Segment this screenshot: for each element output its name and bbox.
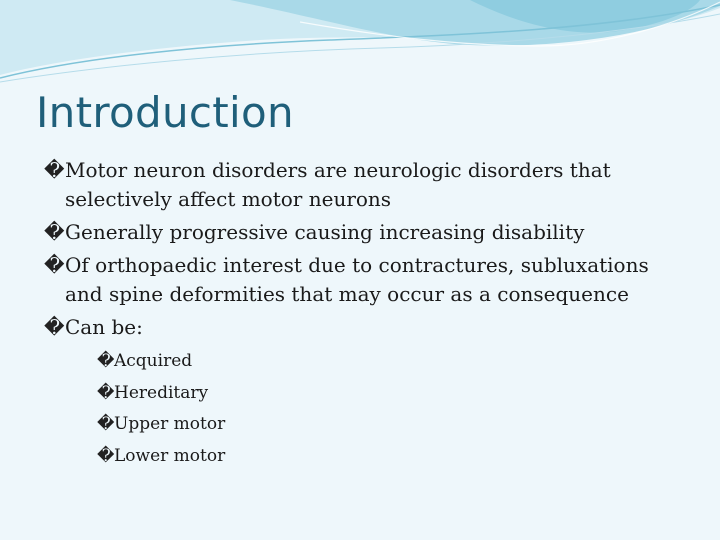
bullet-item	[44, 218, 684, 247]
bullet-text: Can be:	[65, 315, 143, 339]
sub-bullet-item	[97, 441, 684, 473]
bullet-marker-icon: �	[44, 315, 65, 339]
sub-bullet-item	[97, 378, 684, 410]
bullet-item	[44, 156, 684, 214]
sub-bullet-marker-icon: �	[97, 351, 115, 371]
sub-bullet-item	[97, 409, 684, 441]
bullet-text: Of orthopaedic interest due to contractures, subluxations and spine deformities that may occur as a consequence	[65, 253, 649, 306]
bullet-text: Motor neuron disorders are neurologic disorders that selectively affect motor neurons	[65, 158, 611, 211]
sub-bullet-marker-icon: �	[97, 382, 115, 403]
sub-bullet-item	[97, 346, 684, 378]
bullet-item	[44, 251, 684, 309]
sub-bullet-text: Acquired	[114, 351, 193, 371]
sub-bullet-text: Hereditary	[114, 382, 209, 403]
bullet-text: Generally progressive causing increasing disability	[65, 220, 585, 244]
bullet-list	[44, 156, 684, 472]
bullet-marker-icon: �	[44, 253, 65, 277]
bullet-item	[44, 313, 684, 472]
bullet-marker-icon: �	[44, 220, 65, 244]
sub-bullet-list	[65, 346, 684, 472]
sub-bullet-text: Upper motor	[114, 414, 226, 434]
slide-content	[44, 156, 684, 476]
sub-bullet-marker-icon: �	[97, 445, 115, 466]
bullet-marker-icon: �	[44, 158, 65, 182]
slide-title: Introduction	[36, 88, 294, 137]
sub-bullet-text: Lower motor	[114, 445, 226, 466]
header-wave-decoration	[0, 0, 720, 90]
sub-bullet-marker-icon: �	[97, 414, 115, 434]
